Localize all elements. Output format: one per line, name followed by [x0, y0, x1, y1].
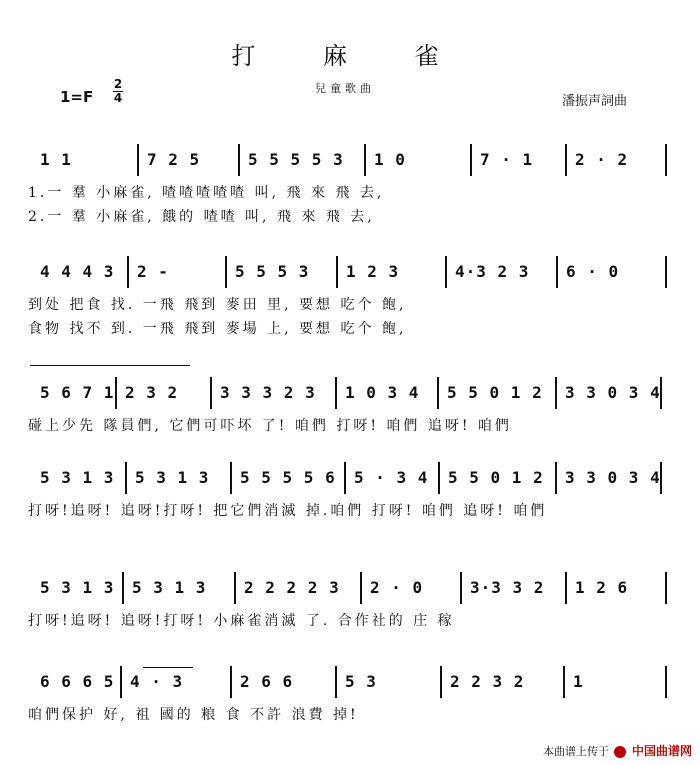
measure: 5 3 1 3 [132, 578, 207, 597]
measure: 2 2 2 2 3 [244, 578, 340, 597]
bar-line [336, 256, 338, 288]
measure: 2 · 0 [370, 578, 424, 597]
lyric-line: 2.一 羣 小麻雀, 餓的 喳喳 叫, 飛 來 飛 去, [28, 209, 375, 225]
lyric-line: 咱們保护 好, 祖 國的 粮 食 不許 浪費 掉! [28, 707, 359, 723]
credit-prefix: 本曲谱上传于 [542, 745, 609, 758]
bar-line [565, 144, 567, 176]
bar-line [234, 572, 236, 604]
measure: 4 · 3 [130, 672, 184, 691]
slur-mark [143, 667, 193, 668]
bar-line [445, 256, 447, 288]
measure: 1 0 [374, 150, 406, 169]
key-signature: 1=F [60, 88, 94, 106]
bar-line [122, 572, 124, 604]
credit-brand: 中国曲谱网 [631, 744, 692, 758]
lyric-line: 打呀!追呀! 追呀!打呀! 把它們消滅 掉.咱們 打呀! 咱們 追呀! 咱們 [28, 503, 548, 519]
time-signature [113, 78, 123, 105]
measure: 3 3 0 3 4 [565, 468, 661, 487]
measure: 2 3 2 [125, 383, 179, 402]
bar-line [230, 462, 232, 494]
measure: 2 - [137, 262, 169, 281]
measure: 5 3 1 3 [40, 578, 115, 597]
lyric-line: 1.一 羣 小麻雀, 喳喳喳喳喳 叫, 飛 來 飛 去, [28, 185, 385, 201]
measure: 5 5 5 5 3 [248, 150, 344, 169]
bar-line-end [660, 462, 662, 494]
lyric-line: 碰上少先 隊員們, 它們可吓坏 了! 咱們 打呀! 咱們 追呀! 咱們 [28, 418, 512, 434]
bar-line [344, 462, 346, 494]
bar-line-end [665, 572, 667, 604]
measure: 5 5 0 1 2 [448, 468, 544, 487]
composer: 潘振声詞曲 [562, 94, 628, 109]
measure: 1 2 3 [346, 262, 400, 281]
bar-line [438, 462, 440, 494]
time-signature-bottom: 4 [113, 91, 123, 105]
bar-line [470, 144, 472, 176]
measure: 7 2 5 [147, 150, 201, 169]
bar-line-end [665, 256, 667, 288]
measure: 5 3 1 3 [40, 468, 115, 487]
credit [543, 742, 692, 759]
bar-line [460, 572, 462, 604]
bar-line-end [660, 377, 662, 409]
measure: 5 5 5 5 6 [240, 468, 336, 487]
lyric-line: 打呀!追呀! 追呀!打呀! 小麻雀消滅 了. 合作社的 庄 稼 [28, 613, 455, 629]
measure: 5 3 [345, 672, 377, 691]
bar-line [125, 462, 127, 494]
measure: 1 0 3 4 [345, 383, 420, 402]
measure: 2 · 2 [575, 150, 629, 169]
measure: 1 1 [40, 150, 72, 169]
bar-line [335, 666, 337, 698]
logo-icon [614, 746, 626, 758]
lyric-line: 到处 把食 找. 一飛 飛到 麥田 里, 要想 吃个 飽, [28, 297, 407, 313]
measure: 6 6 6 5 [40, 672, 115, 691]
time-signature-top: 2 [113, 77, 123, 91]
bar-line [210, 377, 212, 409]
bar-line [230, 666, 232, 698]
bar-line [335, 377, 337, 409]
bar-line [565, 572, 567, 604]
bar-line [238, 144, 240, 176]
measure: 2 2 3 2 [450, 672, 525, 691]
subtitle: 兒童歌曲 [315, 82, 375, 95]
measure: 7 · 1 [480, 150, 534, 169]
bar-line [440, 666, 442, 698]
bar-line [555, 462, 557, 494]
bar-line [120, 666, 122, 698]
lyric-line: 食物 找不 到. 一飛 飛到 麥場 上, 要想 吃个 飽, [28, 321, 407, 337]
measure: 4 4 4 3 [40, 262, 115, 281]
title: 打 麻 雀 [231, 42, 469, 70]
measure: 2 6 6 [240, 672, 294, 691]
bar-line [225, 256, 227, 288]
bar-line [115, 377, 117, 409]
bar-line [360, 572, 362, 604]
bar-line-end [665, 666, 667, 698]
measure: 4·3 2 3 [455, 262, 530, 281]
measure: 1 [573, 672, 584, 691]
bar-line [127, 256, 129, 288]
bar-line [437, 377, 439, 409]
bar-line-end [665, 144, 667, 176]
measure: 5 6 7 1 [40, 383, 115, 402]
bar-line [563, 666, 565, 698]
measure: 3·3 3 2 [470, 578, 545, 597]
measure: 3 3 3 2 3 [220, 383, 316, 402]
bar-line [137, 144, 139, 176]
measure: 5 5 0 1 2 [447, 383, 543, 402]
measure: 1 2 6 [575, 578, 629, 597]
measure: 6 · 0 [566, 262, 620, 281]
bar-line [555, 377, 557, 409]
bar-line [556, 256, 558, 288]
measure: 5 5 5 3 [235, 262, 310, 281]
measure: 3 3 0 3 4 [565, 383, 661, 402]
measure: 5 · 3 4 [354, 468, 429, 487]
bar-line [364, 144, 366, 176]
measure: 5 3 1 3 [135, 468, 210, 487]
slur-mark [30, 365, 190, 366]
